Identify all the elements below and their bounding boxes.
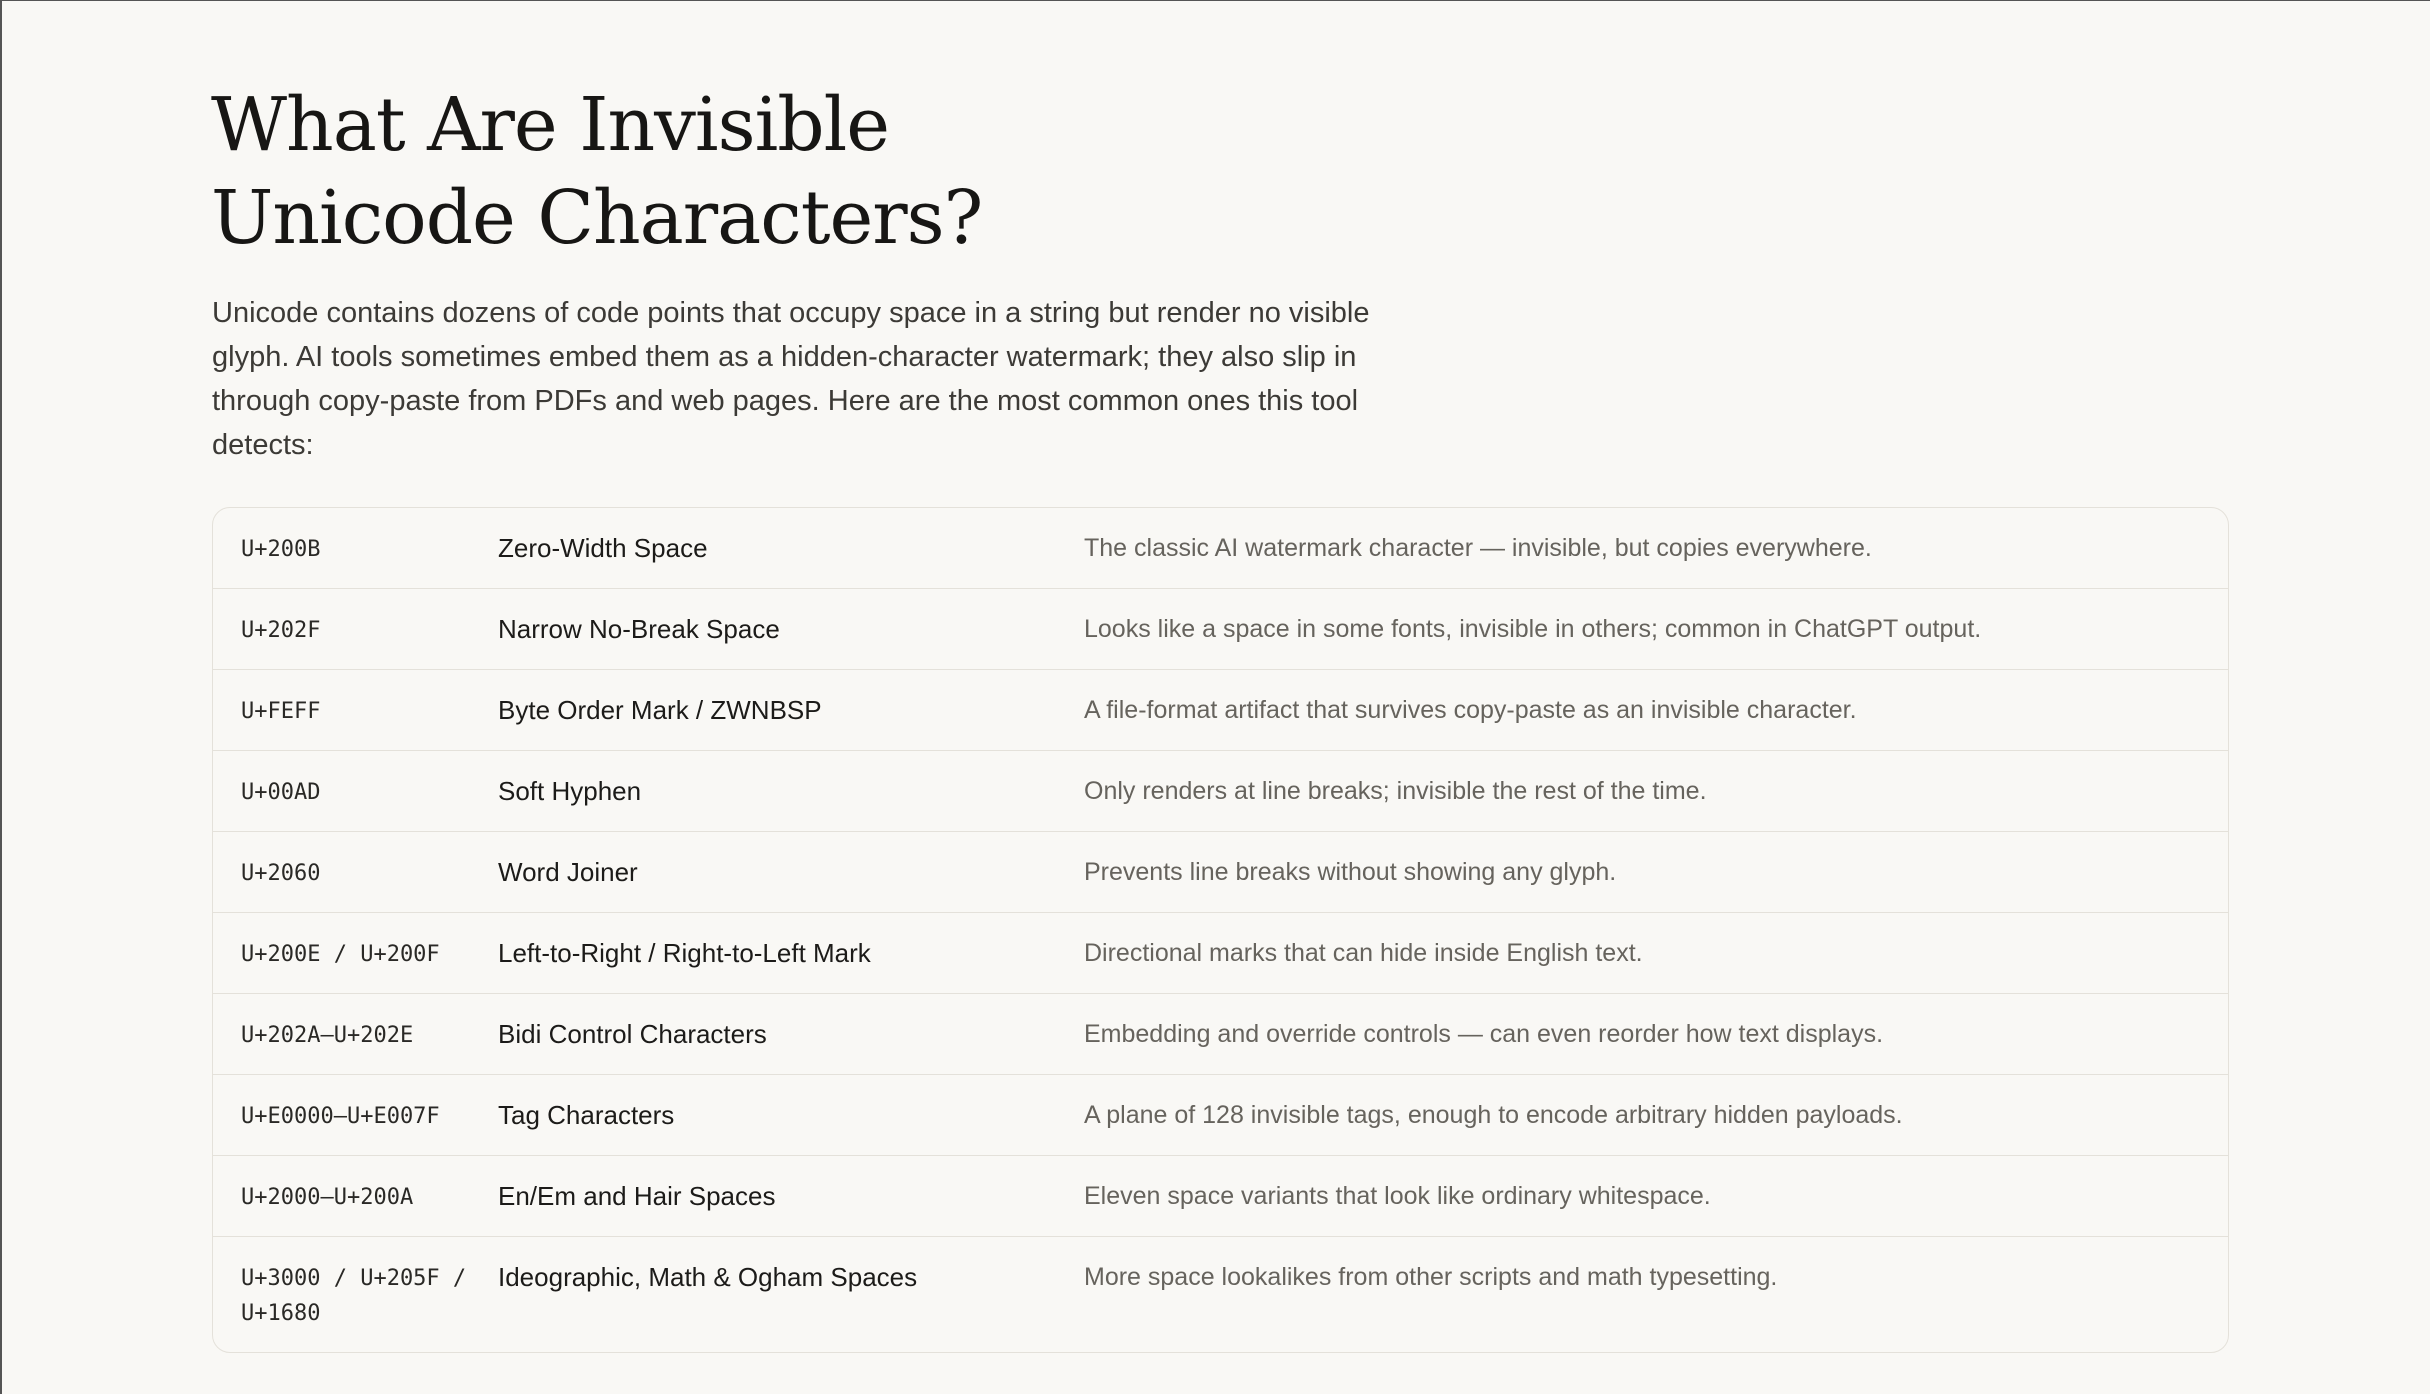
code-point: U+E0000–U+E007F — [241, 1104, 440, 1129]
code-point: U+200E / U+200F — [241, 942, 440, 967]
character-name: Ideographic, Math & Ogham Spaces — [498, 1262, 918, 1292]
code-point: U+FEFF — [241, 699, 321, 724]
table-row — [213, 913, 2228, 994]
invisible-characters-table — [212, 507, 2229, 1353]
code-point: U+3000 / U+205F / U+1680 — [241, 1266, 480, 1326]
character-name: Soft Hyphen — [498, 776, 642, 806]
character-description: A plane of 128 invisible tags, enough to encode arbitrary hidden payloads. — [1084, 1101, 1903, 1129]
table-row — [213, 1237, 2228, 1352]
character-description: Looks like a space in some fonts, invisible in others; common in ChatGPT output. — [1084, 615, 1982, 643]
code-point: U+00AD — [241, 780, 321, 805]
table-row — [213, 1156, 2228, 1237]
character-name: Byte Order Mark / ZWNBSP — [498, 695, 822, 725]
code-point: U+2000–U+200A — [241, 1185, 414, 1210]
code-point: U+200B — [241, 537, 321, 562]
table-row — [213, 994, 2228, 1075]
character-name: Bidi Control Characters — [498, 1019, 767, 1049]
table-row — [213, 508, 2228, 589]
character-description: Directional marks that can hide inside English text. — [1084, 939, 1643, 967]
character-description: More space lookalikes from other scripts and math typesetting. — [1084, 1263, 1778, 1291]
table-row — [213, 670, 2228, 751]
character-name: Narrow No-Break Space — [498, 614, 780, 644]
character-description: A file-format artifact that survives copy-paste as an invisible character. — [1084, 696, 1857, 724]
character-name: Zero-Width Space — [498, 533, 708, 563]
table-row — [213, 832, 2228, 913]
table-row — [213, 589, 2228, 670]
page — [2, 1, 2430, 1394]
intro-paragraph: Unicode contains dozens of code points that occupy space in a string but render no visible glyph. AI tools sometimes embed them as a hidden-character watermark; they also slip in through copy-paste from PDFs and web pages. Here are the most common ones this tool detects: — [212, 297, 1370, 461]
code-point: U+202F — [241, 618, 321, 643]
code-point: U+2060 — [241, 861, 321, 886]
character-description: Only renders at line breaks; invisible the rest of the time. — [1084, 777, 1707, 805]
character-description: Embedding and override controls — can even reorder how text displays. — [1084, 1020, 1884, 1048]
character-name: Tag Characters — [498, 1100, 675, 1130]
table-row — [213, 751, 2228, 832]
code-point: U+202A–U+202E — [241, 1023, 414, 1048]
page-title: What Are Invisible Unicode Characters? — [211, 82, 983, 261]
character-description: Eleven space variants that look like ordinary whitespace. — [1084, 1182, 1711, 1210]
character-name: En/Em and Hair Spaces — [498, 1181, 776, 1211]
character-description: Prevents line breaks without showing any glyph. — [1084, 858, 1617, 886]
character-name: Left-to-Right / Right-to-Left Mark — [498, 938, 871, 968]
table-row — [213, 1075, 2228, 1156]
character-description: The classic AI watermark character — invisible, but copies everywhere. — [1084, 534, 1872, 562]
character-name: Word Joiner — [498, 857, 638, 887]
